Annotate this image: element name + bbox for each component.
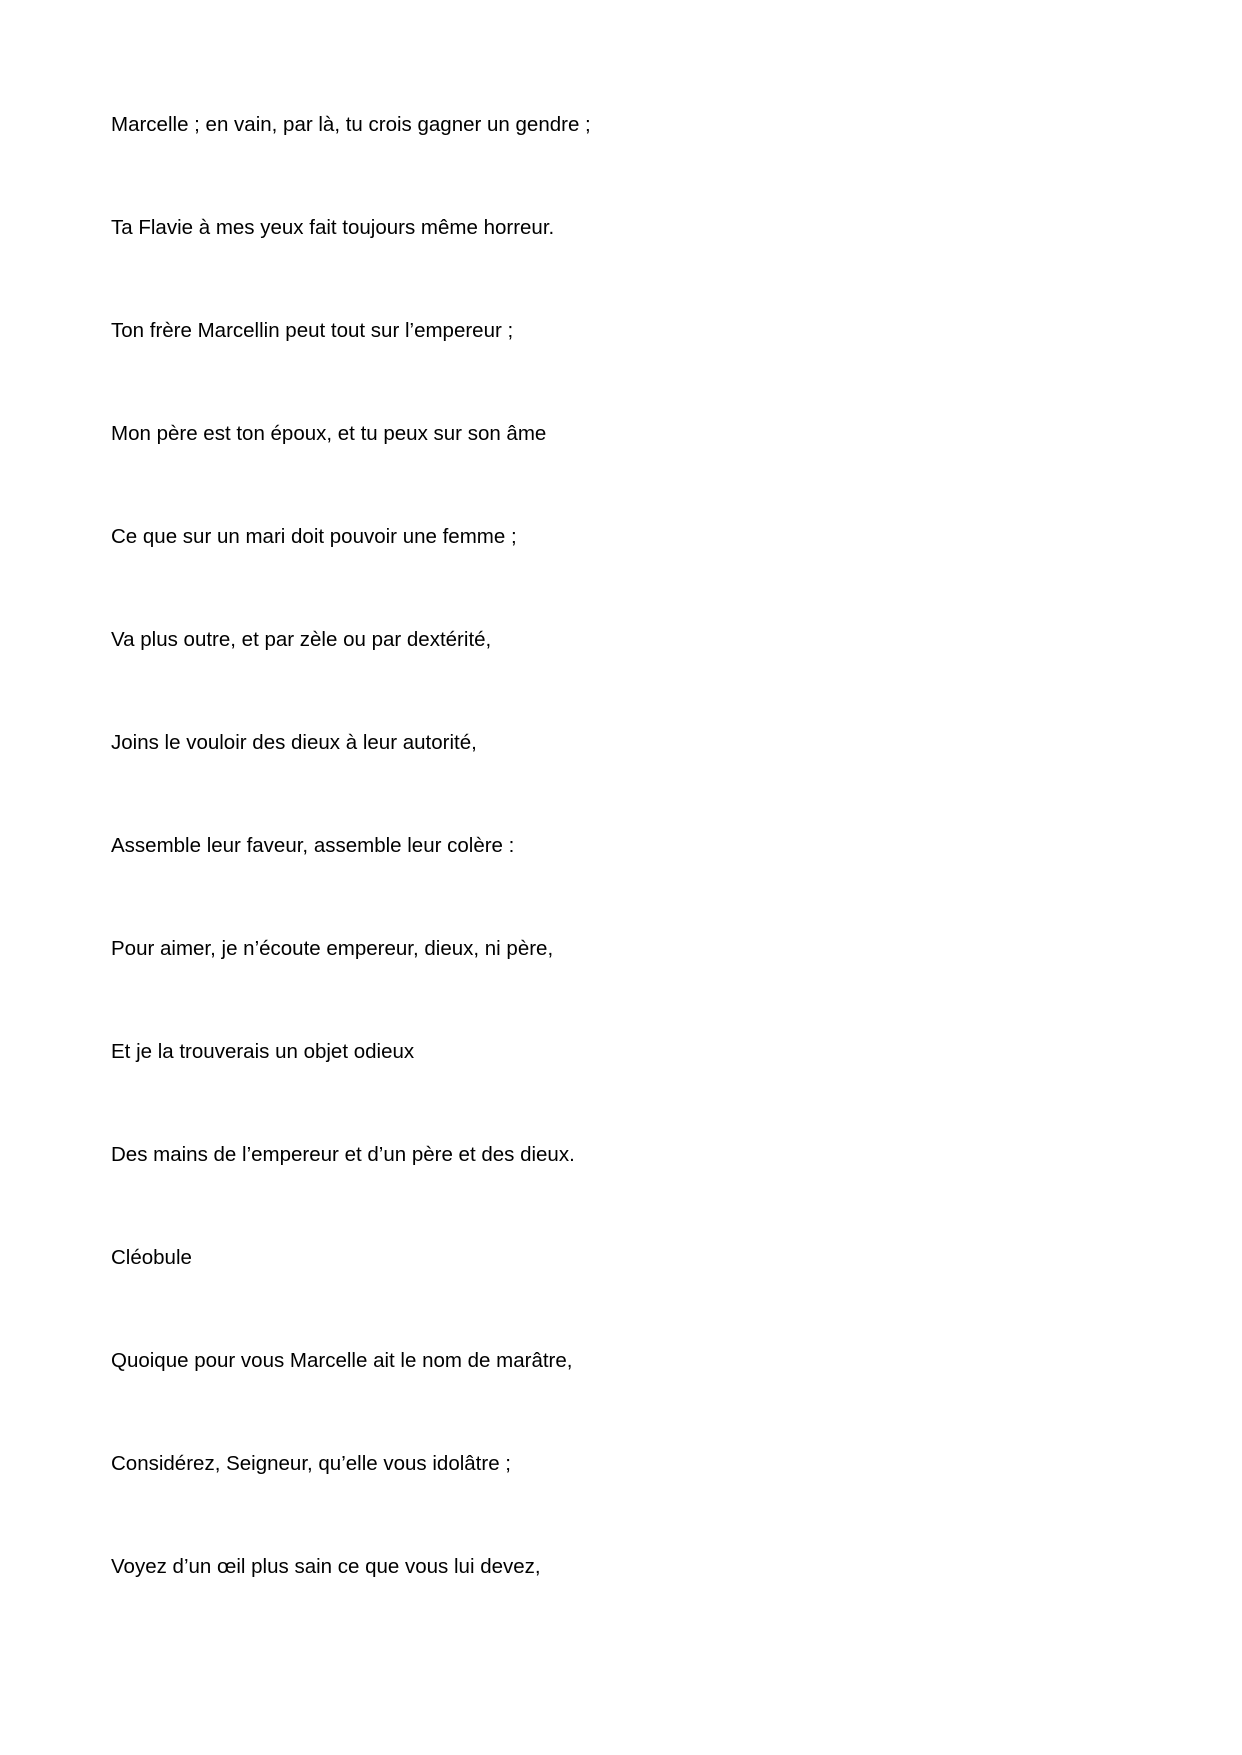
verse-line: Et je la trouverais un objet odieux (111, 1040, 415, 1063)
verse-line: Marcelle ; en vain, par là, tu crois gagner un gendre ; (111, 113, 591, 136)
verse-line: Joins le vouloir des dieux à leur autorité, (111, 731, 477, 754)
verse-line: Des mains de l’empereur et d’un père et des dieux. (111, 1143, 575, 1166)
verse-line: Ce que sur un mari doit pouvoir une femme ; (111, 525, 517, 548)
verse-line: Ta Flavie à mes yeux fait toujours même horreur. (111, 216, 555, 239)
verse-line: Voyez d’un œil plus sain ce que vous lui devez, (111, 1555, 541, 1578)
text-body (111, 110, 1131, 1655)
verse-line: Va plus outre, et par zèle ou par dextérité, (111, 628, 492, 651)
verse-line: Considérez, Seigneur, qu’elle vous idolâtre ; (111, 1452, 511, 1475)
verse-line: Assemble leur faveur, assemble leur colère : (111, 834, 515, 857)
verse-line: Quoique pour vous Marcelle ait le nom de marâtre, (111, 1349, 573, 1372)
verse-line: Pour aimer, je n’écoute empereur, dieux, ni père, (111, 937, 554, 960)
verse-line: Mon père est ton époux, et tu peux sur son âme (111, 422, 547, 445)
speaker-name: Cléobule (111, 1246, 192, 1269)
verse-line: Ton frère Marcellin peut tout sur l’empereur ; (111, 319, 514, 342)
